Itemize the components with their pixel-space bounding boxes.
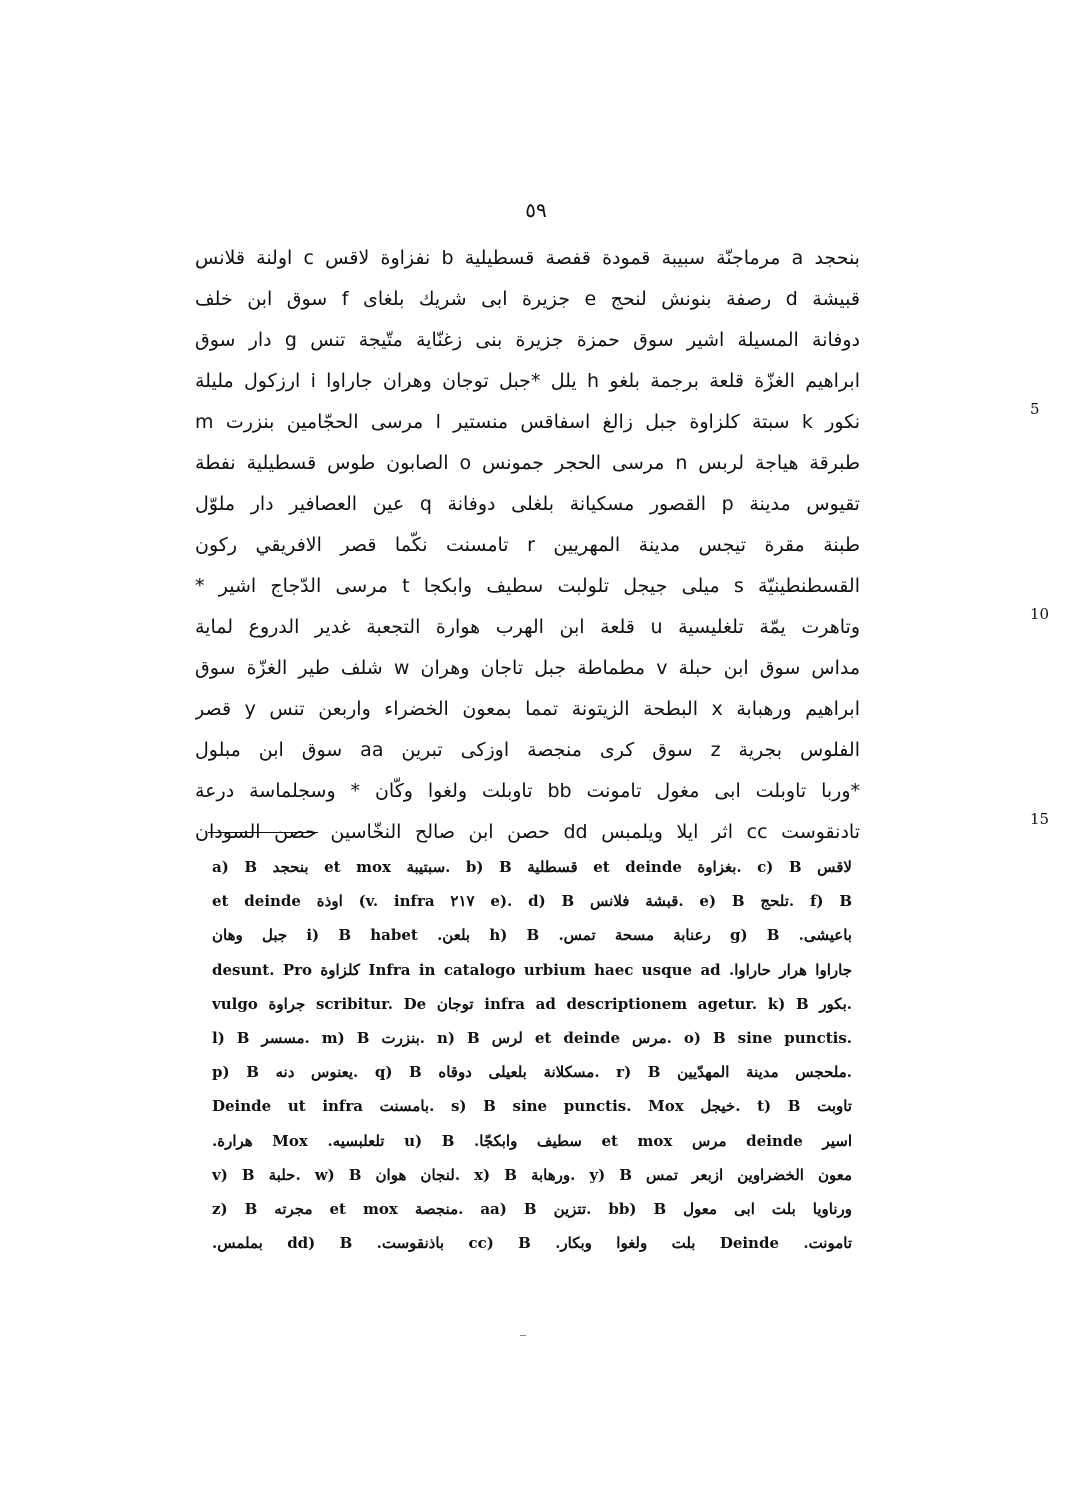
text-line: طبنة مقرة تيجس مدينة المهريين r تامسنت نكّما قصر الافريقي ركون [195, 534, 860, 556]
text-line: دوفانة المسيلة اشير سوق حمزة جزيرة بنى زغنّاية متّيجة تنس g دار سوق [195, 329, 860, 351]
footnote-line: et deinde اوذة (v. infra ٢١٧ e). d) B قبشة فلانس. e) B تلحج. f) B [212, 892, 852, 911]
footnote-line: v) B حلبة. w) B لنجان هوان. x) B ورهابة. y) B معون الخضراوين ازبعر تمس [212, 1165, 852, 1184]
page-mark [520, 1335, 526, 1336]
text-line: ابراهيم الغزّة قلعة برجمة بلغو h يلل *جبل توجان وهران جاراوا i ارزكول مليلة [195, 370, 860, 392]
text-line: الفلوس بجرية z سوق كرى منجصة اوزكى تبرين aa سوق ابن مبلول [195, 739, 860, 761]
text-line: تقيوس مدينة p القصور مسكيانة بلغلى دوفانة q عين العصافير دار ملوّل [195, 493, 860, 515]
footnote-line: تامونت. Deinde بلت ولغوا وبكار. cc) B باذنقوست. dd) B بملمس. [212, 1234, 852, 1253]
footnote-line: l) B مسسر. m) B بنزرت. n) B لرس et deinde مرس. o) B sine punctis. [212, 1028, 852, 1047]
footnote-line: اسير deinde مرس et mox سطيف وابكجّا. u) B تلعلبسيه. Mox هرارة. [212, 1131, 852, 1150]
text-line: تادنقوست cc اثر ايلا ويلمبس dd حصن ابن صالح النخّاسين حصن السودان [195, 821, 860, 843]
footnote-line: z) B مجرته et mox منجصة. aa) B تتزين. bb) B ورناويا بلت ابى معول [212, 1199, 852, 1218]
footnotes-block [212, 850, 852, 1260]
text-line: ابراهيم ورهبابة x البطحة الزيتونة تمما بمعون الخضراء واربعن تنس y قصر [195, 698, 860, 720]
footnote-line: p) B يعنوس دنه. q) B مسكلانة بلعيلى دوقاه. r) B ملحجس مدينة المهدّيين. [212, 1063, 852, 1082]
line-number-15: 15 [1030, 810, 1050, 828]
line-number-10: 10 [1030, 605, 1050, 623]
footnote-line: vulgo جراوة scribitur. De توجان infra ad descriptionem agetur. k) B بكور. [212, 994, 852, 1013]
text-line: طبرقة هياجة لربس n مرسى الحجر جمونس o الصابون طوس قسطيلية نفطة [195, 452, 860, 474]
footnote-line: Deinde ut infra بامسنت. s) B sine punctis. Mox خيجل. t) B تاوبت [212, 1097, 852, 1116]
text-line: القسطنطينيّة s ميلى جيجل تلولبت سطيف وابكجا t مرسى الدّجاج اشير * [195, 575, 860, 597]
page-number: ٥٩ [525, 198, 547, 222]
text-line: قبيشة d رصفة بنونش لنحج e جزيرة ابى شريك بلغاى f سوق ابن خلف [195, 288, 860, 310]
text-line: مداس سوق ابن حبلة v مطماطة جبل تاجان وهران w شلف طير الغزّة سوق [195, 657, 860, 679]
footnote-separator [208, 832, 318, 833]
footnote-line: جاراوا هرار حاراوا. Infra in catalogo urbium haec usque ad كلزاوة desunt. Pro [212, 960, 852, 979]
text-line: وتاهرت يمّة تلغليسية u قلعة ابن الهرب هوارة التجعبة غدير الدروع لماية [195, 616, 860, 638]
main-text-block [195, 238, 1050, 853]
footnote-line: باعيشى. g) B رعنابة مسحة تمس. h) B بلعن. i) B habet جبل وهان [212, 926, 852, 945]
text-line: نكور k سبتة كلزاوة جبل زالغ اسفاقس منستير l مرسى الحجّامين بنزرت m [195, 411, 860, 433]
text-line: بنحجد a مرماجنّة سبيبة قمودة قفصة قسطيلية b نفزاوة لاقس c اولنة قلانس [195, 247, 860, 269]
footnote-line: a) B بنحجد et mox سبتيبة. b) B قسطلية et deinde بغزاوة. c) B لاقس [212, 858, 852, 876]
line-number-5: 5 [1030, 400, 1040, 418]
text-line: *وربا تاوبلت ابى مغول تامونت bb تاوبلت ولغوا وكّان * وسجلماسة درعة [195, 780, 860, 802]
